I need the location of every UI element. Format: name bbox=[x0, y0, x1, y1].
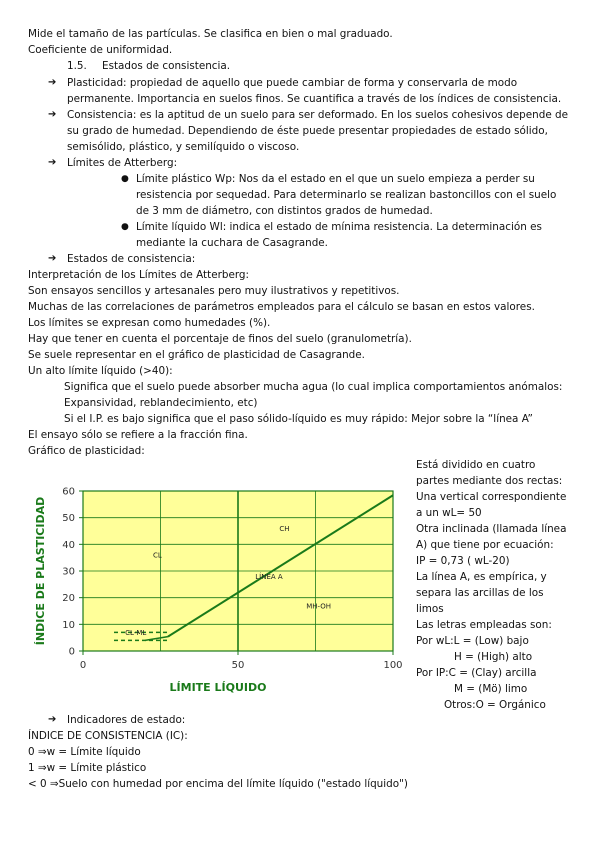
wp-line-2: resistencia por sequedad. Para determinarlo se realizan bastoncillos con el suelo bbox=[136, 189, 557, 201]
body-line: Hay que tener en cuenta el porcentaje de finos del suelo (granulometría). bbox=[28, 333, 412, 345]
body-line: El ensayo sólo se refiere a la fracción fina. bbox=[28, 429, 248, 441]
plasticidad-line-2: permanente. Importancia en suelos finos. Se cuantifica a través de los índices de consistencia. bbox=[67, 93, 562, 105]
wp-line-1: Límite plástico Wp: Nos da el estado en el que un suelo empieza a perder su bbox=[136, 173, 535, 185]
ic-line: 1 ⇒w = Límite plástico bbox=[28, 762, 147, 774]
region-label: LÍNEA A bbox=[255, 573, 283, 581]
region-label: MH-OH bbox=[306, 602, 332, 611]
arrow-icon: ➔ bbox=[48, 77, 57, 88]
indent-line: Significa que el suelo puede absorber mucha agua (lo cual implica comportamientos anómalos: bbox=[64, 381, 563, 393]
region-label: CL-ML bbox=[125, 629, 147, 637]
x-tick-label: 100 bbox=[383, 660, 403, 671]
arrow-icon: ➔ bbox=[48, 253, 57, 264]
indicadores-title: Indicadores de estado: bbox=[67, 714, 186, 726]
plasticity-chart bbox=[28, 470, 416, 706]
section-title: Estados de consistencia. bbox=[102, 60, 231, 72]
body-line: Son ensayos sencillos y artesanales pero muy ilustrativos y repetitivos. bbox=[28, 285, 400, 297]
arrow-icon: ➔ bbox=[48, 714, 57, 725]
note-line: H = (High) alto bbox=[454, 651, 533, 663]
estados-title: Estados de consistencia: bbox=[67, 253, 196, 265]
y-axis-title: ÍNDICE DE PLASTICIDAD bbox=[34, 496, 47, 646]
section-number: 1.5. bbox=[67, 60, 87, 72]
body-line: Interpretación de los Límites de Atterberg: bbox=[28, 269, 250, 281]
body-line: Los límites se expresan como humedades (%). bbox=[28, 317, 271, 329]
ic-line: 0 ⇒w = Límite líquido bbox=[28, 746, 141, 758]
indent-line: Si el I.P. es bajo significa que el paso sólido-líquido es muy rápido: Mejor sobre la “línea A” bbox=[64, 413, 533, 425]
note-line: Por IP:C = (Clay) arcilla bbox=[416, 667, 537, 679]
wl-line-1: Límite líquido Wl: indica el estado de mínima resistencia. La determinación es bbox=[136, 221, 542, 233]
note-line: Está dividido en cuatro bbox=[416, 459, 536, 471]
bullet-icon: ● bbox=[121, 174, 129, 184]
note-line: M = (Mö) limo bbox=[454, 683, 528, 695]
region-label: CH bbox=[279, 525, 290, 533]
note-line: a un wL= 50 bbox=[416, 507, 482, 519]
note-line: La línea A, es empírica, y bbox=[416, 571, 547, 583]
note-line: partes mediante dos rectas: bbox=[416, 475, 563, 487]
y-tick-label: 20 bbox=[62, 593, 75, 605]
note-line: separa las arcillas de los bbox=[416, 587, 544, 599]
plasticidad-line-1: Plasticidad: propiedad de aquello que puede cambiar de forma y conservarla de modo bbox=[67, 77, 518, 89]
note-line: Una vertical correspondiente bbox=[416, 491, 567, 503]
indent-line: Expansividad, reblandecimiento, etc) bbox=[64, 397, 258, 409]
consistencia-line-2: su grado de humedad. Dependiendo de éste puede presentar propiedades de estado sólido, bbox=[67, 125, 548, 137]
bullet-icon: ● bbox=[121, 222, 129, 232]
arrow-icon: ➔ bbox=[48, 157, 57, 168]
x-tick-label: 50 bbox=[231, 660, 245, 671]
limites-title: Límites de Atterberg: bbox=[67, 157, 178, 169]
ic-line: < 0 ⇒Suelo con humedad por encima del límite líquido ("estado líquido") bbox=[28, 778, 408, 790]
note-line: limos bbox=[416, 603, 444, 615]
body-line: Se suele representar en el gráfico de plasticidad de Casagrande. bbox=[28, 349, 365, 361]
region-label: CL bbox=[153, 551, 162, 560]
arrow-icon: ➔ bbox=[48, 109, 57, 120]
x-tick-label: 0 bbox=[79, 660, 87, 671]
intro-line-2: Coeficiente de uniformidad. bbox=[28, 44, 173, 56]
y-tick-label: 30 bbox=[62, 566, 75, 578]
note-line: Las letras empleadas son: bbox=[416, 619, 552, 631]
body-line: Un alto límite líquido (>40): bbox=[28, 365, 173, 377]
body-line: Muchas de las correlaciones de parámetros empleados para el cálculo se basan en estos valores. bbox=[28, 301, 535, 313]
note-line: A) que tiene por ecuación: bbox=[416, 539, 554, 551]
wp-line-3: de 3 mm de diámetro, con distintos grados de humedad. bbox=[136, 205, 433, 217]
note-line: Por wL:L = (Low) bajo bbox=[416, 635, 529, 647]
intro-line-1: Mide el tamaño de las partículas. Se clasifica en bien o mal graduado. bbox=[28, 28, 393, 40]
note-line: IP = 0,73 ( wL-20) bbox=[416, 555, 510, 567]
consistencia-line-3: semisólido, plástico, y semilíquido o viscoso. bbox=[67, 141, 300, 153]
note-line: Otra inclinada (llamada línea bbox=[416, 523, 567, 535]
y-tick-label: 40 bbox=[62, 539, 75, 551]
y-tick-label: 10 bbox=[62, 619, 75, 631]
ic-line: ÍNDICE DE CONSISTENCIA (IC): bbox=[28, 730, 188, 742]
y-tick-label: 60 bbox=[62, 486, 75, 498]
consistencia-line-1: Consistencia: es la aptitud de un suelo para ser deformado. En los suelos cohesivos depende de bbox=[67, 109, 569, 121]
note-line: Otros:O = Orgánico bbox=[444, 699, 546, 711]
y-tick-label: 50 bbox=[62, 513, 75, 525]
x-axis-title: LÍMITE LÍQUIDO bbox=[169, 681, 267, 694]
wl-line-2: mediante la cuchara de Casagrande. bbox=[136, 237, 328, 249]
body-line: Gráfico de plasticidad: bbox=[28, 445, 145, 457]
y-tick-label: 0 bbox=[68, 646, 75, 658]
